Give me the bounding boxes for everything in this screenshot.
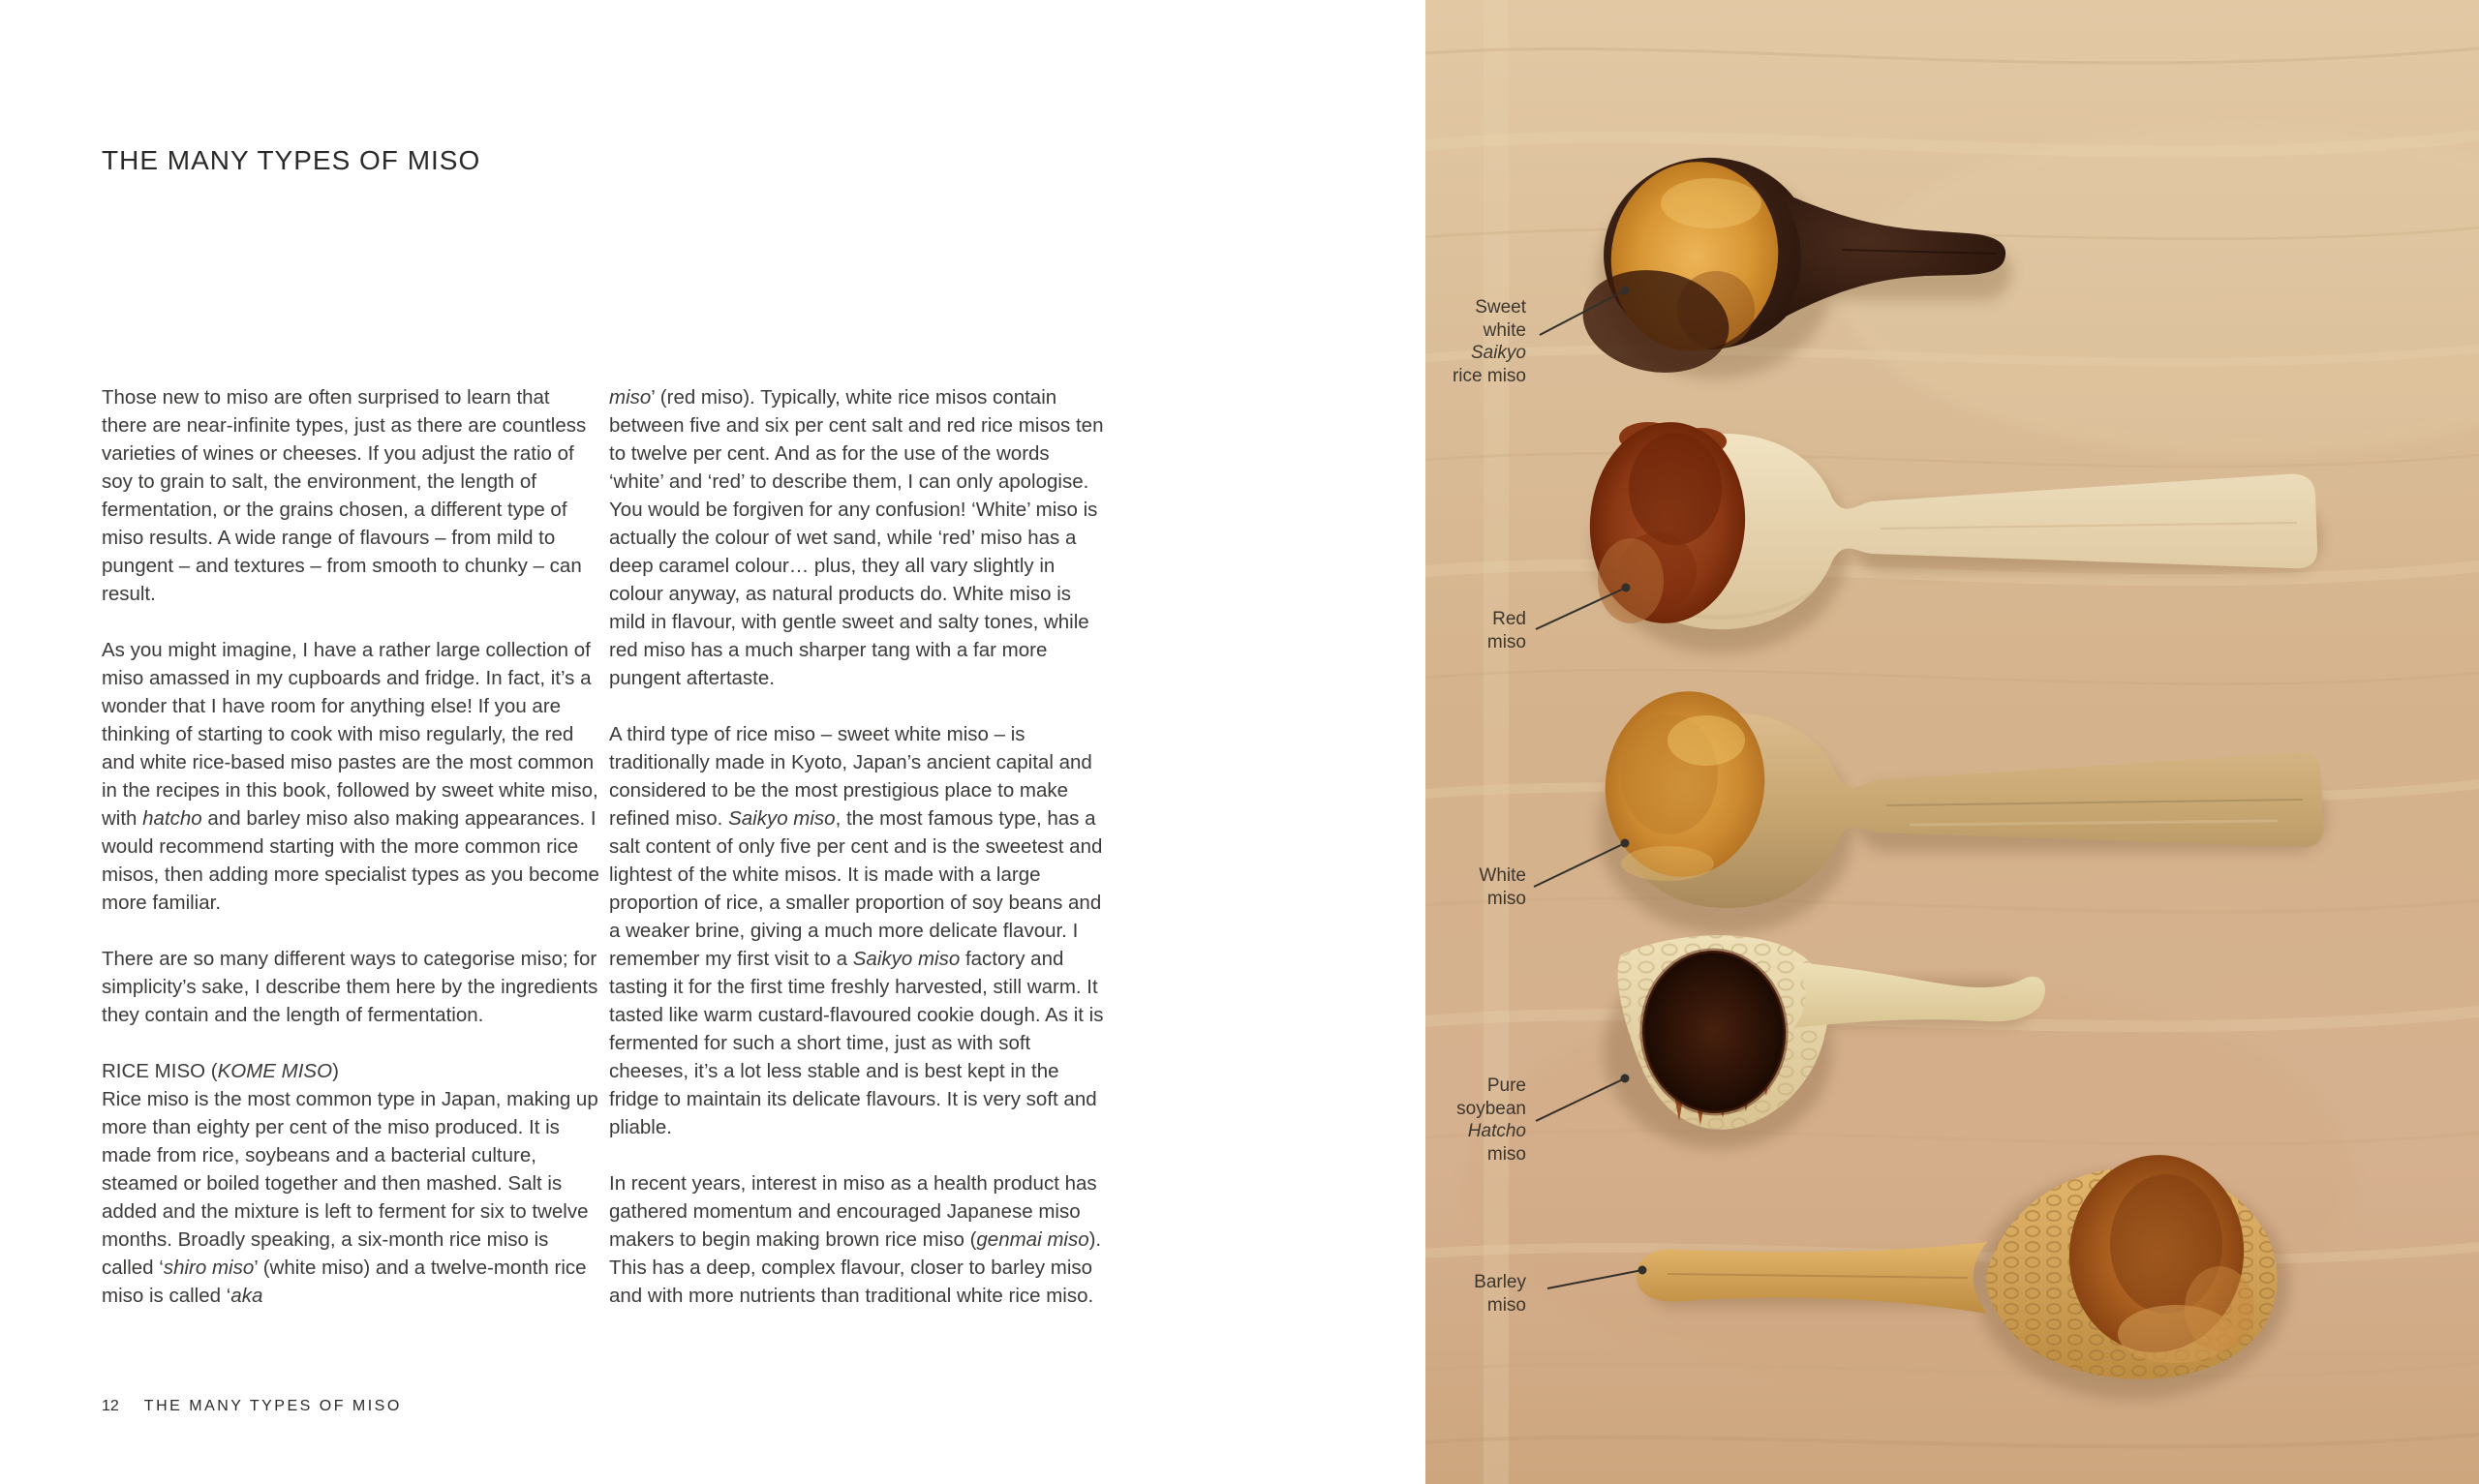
running-title: THE MANY TYPES OF MISO <box>143 1398 402 1414</box>
photo-illustration <box>1425 0 2479 1484</box>
paragraph-rice-miso: Rice miso is the most common type in Japan, making up more than eighty per cent of the miso produced. It is made from rice, soybeans and a bacterial culture, steamed or boiled together and then mashed. Salt is added and the mixture is left to ferment for six to twelve months. Broadly speaking, a six-month rice miso is called ‘shiro miso’ (white miso) and a twelve-month rice miso is called ‘aka <box>102 1088 598 1307</box>
page-number: 12 <box>102 1398 119 1414</box>
miso-spoons-photo <box>1425 0 2479 1484</box>
text-column-1 <box>102 383 599 1338</box>
label-red-miso: Red miso <box>1486 609 1526 652</box>
section-heading-rice-miso: RICE MISO (KOME MISO) <box>102 1060 339 1082</box>
paragraph-red-white: miso’ (red miso). Typically, white rice misos contain between five and six per cent salt and red rice misos ten to twelve per cent. And as for the use of the words ‘white’ and ‘red’ to describe them, I can only apologise. You would be forgiven for any confusion! ‘White’ miso is actually the colour of wet sand, while ‘red’ miso has a deep caramel colour… plus, they all vary slightly in colour anyway, as natural products do. White miso is mild in flavour, with gentle sweet and salty tones, while red miso has a much sharper tang with a far more pungent aftertaste. <box>609 386 1104 689</box>
paragraph-saikyo: A third type of rice miso – sweet white miso – is traditionally made in Kyoto, Japan’s ancient capital and considered to be the most prestigious place to make refined miso. Saikyo miso, the most famous type, has a salt content of only five per cent and is the sweetest and lightest of the white misos. It is made with a large proportion of rice, a smaller proportion of soy beans and a weaker brine, giving a much more delicate flavour. I remember my first visit to a Saikyo miso factory and tasting it for the first time freshly harvested, still warm. It tasted like warm custard-flavoured cookie dough. As it is fermented for such a short time, just as with soft cheeses, it’s a lot less stable and is best kept in the fridge to maintain its delicate flavours. It is very soft and pliable. <box>609 723 1104 1138</box>
page-title: THE MANY TYPES OF MISO <box>102 145 481 175</box>
label-barley-miso: Barley miso <box>1474 1272 1526 1316</box>
paragraph-genmai: In recent years, interest in miso as a health product has gathered momentum and encouraged Japanese miso makers to begin making brown rice miso (genmai miso). This has a deep, complex flavour, closer to barley miso and with more nutrients than traditional white rice miso. <box>609 1172 1102 1307</box>
page-footer <box>102 1398 402 1415</box>
paragraph-categorise: There are so many different ways to categorise miso; for simplicity’s sake, I describe them here by the ingredients they contain and the length of fermentation. <box>102 948 598 1026</box>
text-column-2 <box>609 383 1107 1338</box>
label-pure-soybean-hatcho-miso: Pure soybean Hatcho miso <box>1456 1075 1526 1165</box>
paragraph-collection: As you might imagine, I have a rather large collection of miso amassed in my cupboards and fridge. In fact, it’s a wonder that I have room for anything else! If you are thinking of starting to cook with miso regularly, the red and white rice-based miso pastes are the most common in the recipes in this book, followed by sweet white miso, with hatcho and barley miso also making appearances. I would recommend starting with the more common rice misos, then adding more specialist types as you become more familiar. <box>102 639 599 914</box>
label-sweet-white-saikyo-rice-miso: Sweet white Saikyo rice miso <box>1452 297 1526 386</box>
label-white-miso: White miso <box>1479 865 1526 909</box>
paragraph-intro: Those new to miso are often surprised to learn that there are near-infinite types, just as there are countless varieties of wines or cheeses. If you adjust the ratio of soy to grain to salt, the environment, the length of fermentation, or the grains chosen, a different type of miso results. A wide range of flavours – from mild to pungent – and textures – from smooth to chunky – can result. <box>102 386 587 605</box>
